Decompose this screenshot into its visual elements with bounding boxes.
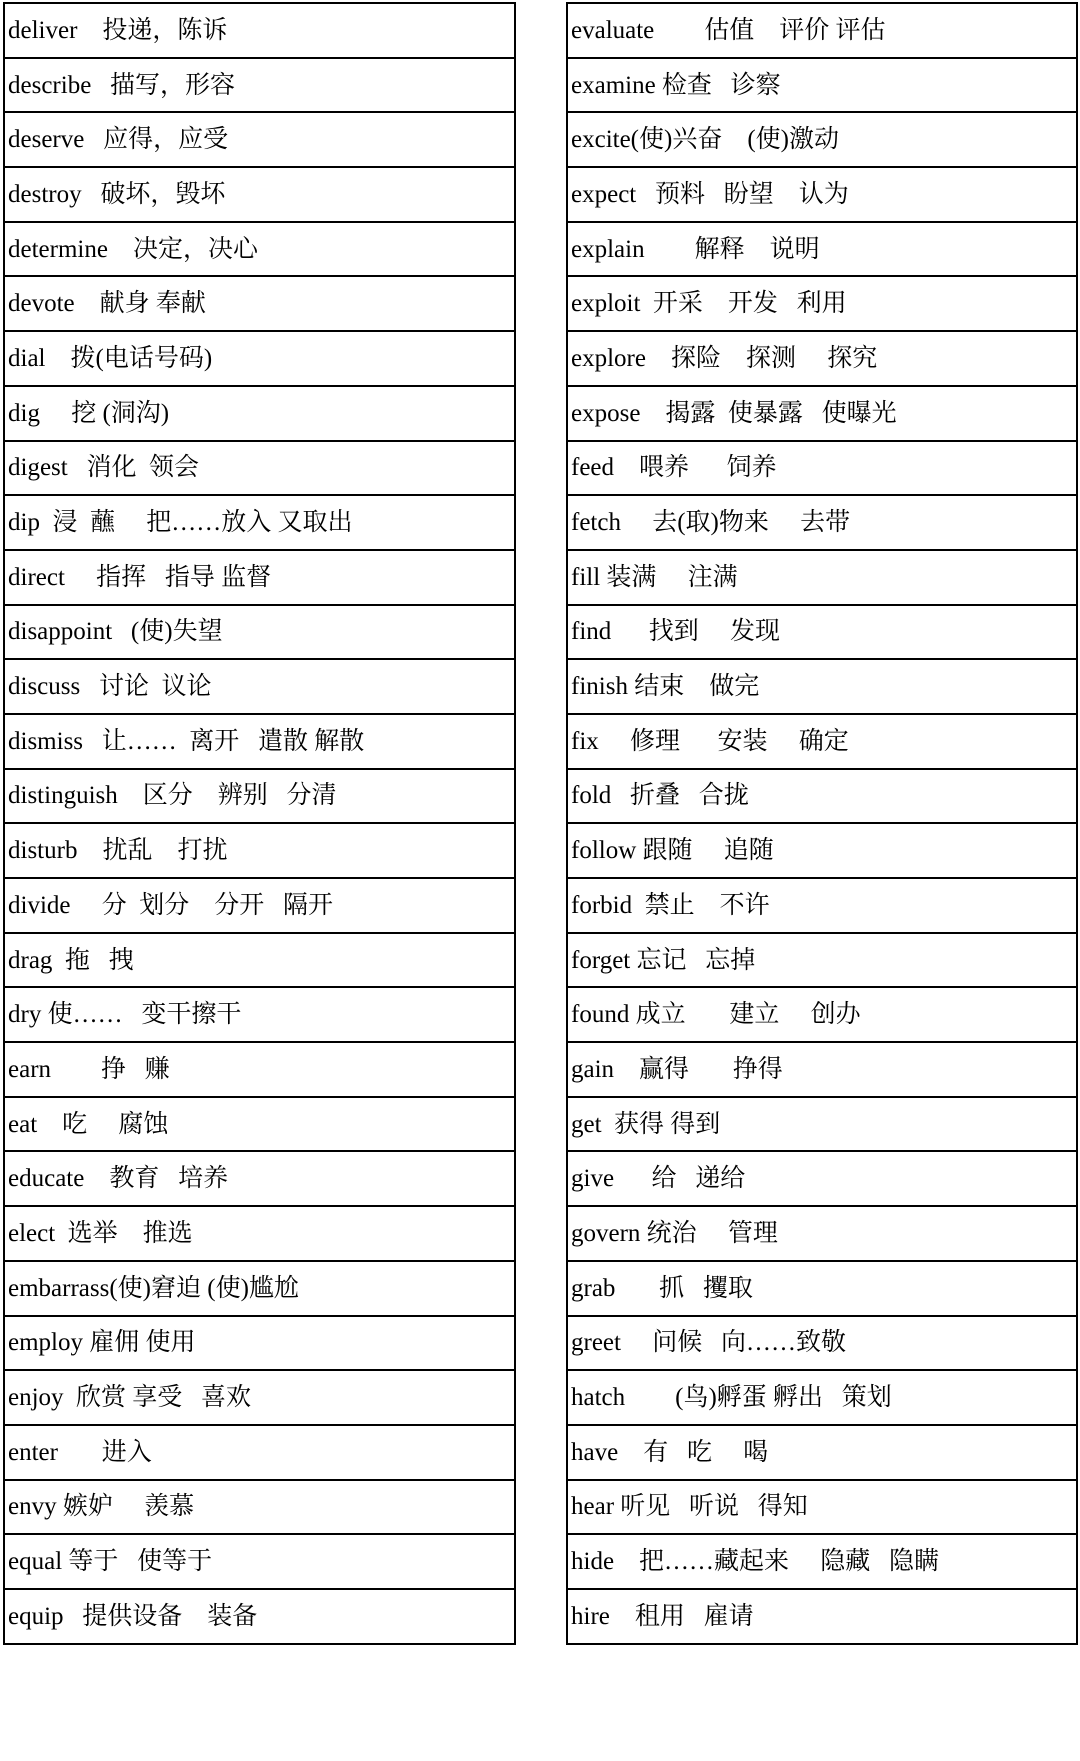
vocab-entry: give 给 递给	[567, 1151, 1077, 1206]
vocab-entry: deliver 投递，陈诉	[4, 3, 515, 58]
vocab-entry: hire 租用 雇请	[567, 1589, 1077, 1644]
vocab-entry: dry 使…… 变干擦干	[4, 987, 515, 1042]
vocab-entry: forbid 禁止 不许	[567, 878, 1077, 933]
vocab-row	[567, 441, 1077, 496]
vocab-row	[4, 1261, 515, 1316]
vocab-entry: finish 结束 做完	[567, 659, 1077, 714]
vocab-entry: hide 把……藏起来 隐藏 隐瞒	[567, 1534, 1077, 1589]
vocab-row	[567, 605, 1077, 660]
vocab-row	[567, 1206, 1077, 1261]
vocab-row	[4, 495, 515, 550]
vocab-row	[4, 1151, 515, 1206]
vocab-entry: get 获得 得到	[567, 1097, 1077, 1152]
vocab-row	[4, 1206, 515, 1261]
vocab-row	[567, 550, 1077, 605]
vocab-entry: dismiss 让…… 离开 遣散 解散	[4, 714, 515, 769]
vocab-entry: fold 折叠 合拢	[567, 769, 1077, 824]
vocab-row	[567, 878, 1077, 933]
vocab-row	[4, 823, 515, 878]
vocab-row	[567, 714, 1077, 769]
vocab-entry: determine 决定，决心	[4, 222, 515, 277]
vocab-entry: fill 装满 注满	[567, 550, 1077, 605]
vocab-entry: govern 统治 管理	[567, 1206, 1077, 1261]
vocab-row	[4, 276, 515, 331]
right-vocab-table	[566, 2, 1078, 1645]
vocab-row	[4, 987, 515, 1042]
vocab-entry: enter 进入	[4, 1425, 515, 1480]
vocab-entry: feed 喂养 饲养	[567, 441, 1077, 496]
vocab-row	[4, 1042, 515, 1097]
vocab-row	[4, 659, 515, 714]
vocab-row	[567, 222, 1077, 277]
vocab-entry: disturb 扰乱 打扰	[4, 823, 515, 878]
vocab-entry: distinguish 区分 辨别 分清	[4, 769, 515, 824]
vocab-row	[4, 769, 515, 824]
vocab-entry: expose 揭露 使暴露 使曝光	[567, 386, 1077, 441]
vocab-entry: follow 跟随 追随	[567, 823, 1077, 878]
vocab-row	[4, 714, 515, 769]
vocab-row	[567, 1480, 1077, 1535]
vocab-entry: exploit 开采 开发 利用	[567, 276, 1077, 331]
vocab-row	[4, 605, 515, 660]
vocab-row	[4, 167, 515, 222]
vocab-row	[567, 1425, 1077, 1480]
vocab-entry: find 找到 发现	[567, 605, 1077, 660]
vocab-entry: equip 提供设备 装备	[4, 1589, 515, 1644]
vocab-entry: embarrass(使)窘迫 (使)尴尬	[4, 1261, 515, 1316]
vocab-row	[4, 1097, 515, 1152]
vocab-entry: educate 教育 培养	[4, 1151, 515, 1206]
vocab-entry: grab 抓 攫取	[567, 1261, 1077, 1316]
vocab-row	[567, 112, 1077, 167]
vocab-row	[567, 386, 1077, 441]
vocab-row	[567, 933, 1077, 988]
vocab-row	[567, 331, 1077, 386]
vocab-row	[4, 441, 515, 496]
vocab-entry: enjoy 欣赏 享受 喜欢	[4, 1370, 515, 1425]
vocab-entry: disappoint (使)失望	[4, 605, 515, 660]
vocab-row	[4, 1480, 515, 1535]
vocab-entry: employ 雇佣 使用	[4, 1316, 515, 1371]
vocab-row	[567, 1370, 1077, 1425]
vocab-entry: earn 挣 赚	[4, 1042, 515, 1097]
vocab-entry: digest 消化 领会	[4, 441, 515, 496]
left-vocab-list	[4, 3, 515, 1644]
vocab-row	[4, 550, 515, 605]
vocab-row	[567, 1097, 1077, 1152]
vocab-row	[567, 1589, 1077, 1644]
vocab-entry: expect 预料 盼望 认为	[567, 167, 1077, 222]
vocab-entry: direct 指挥 指导 监督	[4, 550, 515, 605]
vocab-row	[567, 3, 1077, 58]
vocab-entry: have 有 吃 喝	[567, 1425, 1077, 1480]
vocab-row	[4, 1425, 515, 1480]
vocab-entry: excite(使)兴奋 (使)激动	[567, 112, 1077, 167]
vocab-entry: dip 浸 蘸 把……放入 又取出	[4, 495, 515, 550]
vocab-row	[4, 386, 515, 441]
vocab-entry: fetch 去(取)物来 去带	[567, 495, 1077, 550]
vocab-row	[567, 823, 1077, 878]
vocab-entry: dial 拨(电话号码)	[4, 331, 515, 386]
vocab-row	[4, 1534, 515, 1589]
vocab-entry: elect 选举 推选	[4, 1206, 515, 1261]
vocab-entry: hatch (鸟)孵蛋 孵出 策划	[567, 1370, 1077, 1425]
vocab-entry: examine 检查 诊察	[567, 58, 1077, 113]
vocab-row	[567, 167, 1077, 222]
vocab-entry: drag 拖 拽	[4, 933, 515, 988]
vocab-entry: equal 等于 使等于	[4, 1534, 515, 1589]
vocab-row	[4, 112, 515, 167]
vocab-row	[4, 1316, 515, 1371]
vocab-row	[567, 1534, 1077, 1589]
vocab-row	[567, 1151, 1077, 1206]
vocab-row	[567, 1042, 1077, 1097]
vocab-entry: evaluate 估值 评价 评估	[567, 3, 1077, 58]
vocab-entry: hear 听见 听说 得知	[567, 1480, 1077, 1535]
vocab-row	[567, 769, 1077, 824]
vocab-row	[567, 1316, 1077, 1371]
vocab-entry: destroy 破坏，毁坏	[4, 167, 515, 222]
vocab-row	[4, 3, 515, 58]
vocab-entry: found 成立 建立 创办	[567, 987, 1077, 1042]
vocab-row	[567, 58, 1077, 113]
vocab-row	[4, 331, 515, 386]
vocab-entry: gain 赢得 挣得	[567, 1042, 1077, 1097]
vocab-entry: devote 献身 奉献	[4, 276, 515, 331]
vocab-entry: greet 问候 向……致敬	[567, 1316, 1077, 1371]
vocab-row	[4, 222, 515, 277]
vocab-row	[4, 1370, 515, 1425]
vocab-entry: divide 分 划分 分开 隔开	[4, 878, 515, 933]
vocab-entry: describe 描写，形容	[4, 58, 515, 113]
vocab-entry: dig 挖 (洞沟)	[4, 386, 515, 441]
vocab-row	[4, 933, 515, 988]
vocab-entry: eat 吃 腐蚀	[4, 1097, 515, 1152]
vocab-row	[567, 495, 1077, 550]
vocab-row	[4, 878, 515, 933]
vocab-row	[4, 1589, 515, 1644]
vocab-row	[4, 58, 515, 113]
vocab-row	[567, 987, 1077, 1042]
left-vocab-table	[3, 2, 516, 1645]
vocab-entry: deserve 应得，应受	[4, 112, 515, 167]
vocab-entry: discuss 讨论 议论	[4, 659, 515, 714]
vocab-row	[567, 276, 1077, 331]
right-vocab-list	[567, 3, 1077, 1644]
vocab-entry: explain 解释 说明	[567, 222, 1077, 277]
vocab-row	[567, 659, 1077, 714]
vocab-row	[567, 1261, 1077, 1316]
vocab-entry: fix 修理 安装 确定	[567, 714, 1077, 769]
vocab-entry: explore 探险 探测 探究	[567, 331, 1077, 386]
vocab-entry: envy 嫉妒 羡慕	[4, 1480, 515, 1535]
vocab-entry: forget 忘记 忘掉	[567, 933, 1077, 988]
